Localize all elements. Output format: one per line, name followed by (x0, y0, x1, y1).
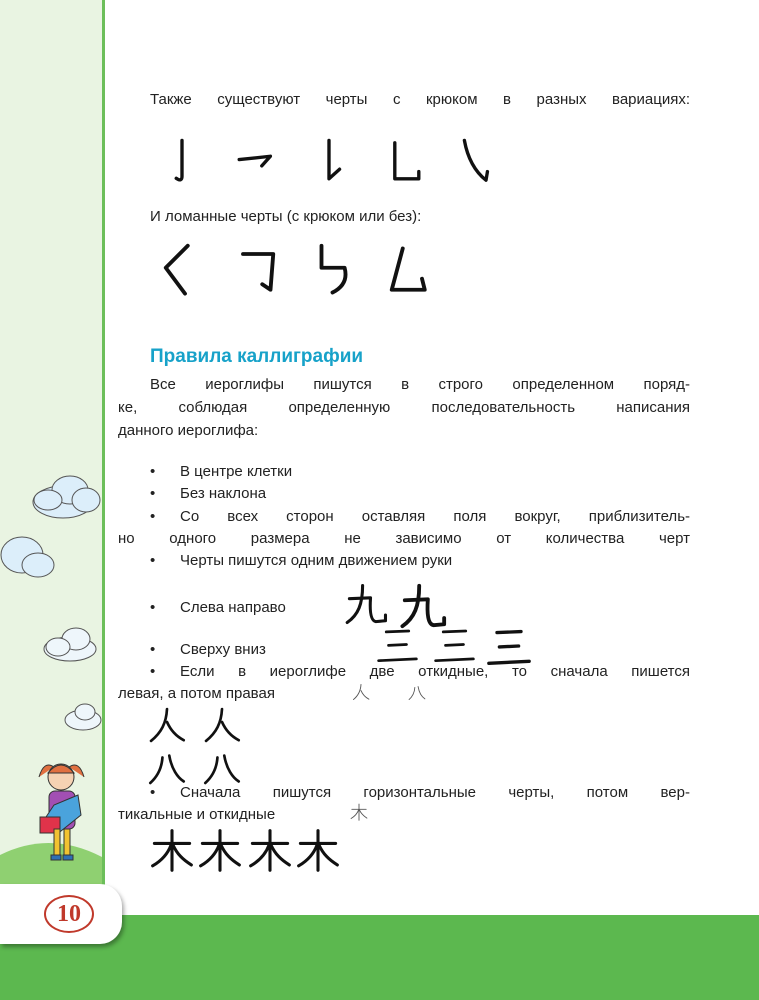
cloud-illustration (55, 700, 103, 735)
broken-stroke-glyph (305, 243, 360, 298)
char-mu-glyph (296, 828, 340, 872)
section-heading: Правила каллиграфии (150, 346, 364, 367)
bullet-item: • Без наклона (150, 485, 267, 502)
intro-broken-text: И ломанные черты (с крюком или без): (150, 208, 422, 225)
inline-char-mu (350, 803, 368, 821)
bullet-item-continued: тикальные и откидные (118, 806, 276, 823)
paragraph-line: данного иероглифа: (118, 422, 259, 439)
cloud-illustration (8, 470, 103, 525)
bullet-item: • Если в иероглифе две откидные, то сначала пишется (150, 663, 690, 680)
char-san-glyph (375, 622, 420, 667)
bullet-item: • Слева направо (150, 599, 286, 616)
bullet-item-continued: но одного размера не зависимо от количества черт (118, 530, 690, 547)
paragraph-line: ке, соблюдая определенную последовательность написания (118, 399, 690, 416)
hook-stroke-glyph (232, 138, 280, 186)
char-mu-glyph (248, 828, 292, 872)
char-mu-glyph (198, 828, 242, 872)
hook-stroke-glyph (378, 138, 426, 186)
bullet-item-continued: левая, а потом правая (118, 685, 275, 702)
bullet-item: • Сверху вниз (150, 641, 266, 658)
cloud-illustration (28, 625, 103, 665)
char-ba-glyph (148, 748, 186, 786)
intro-hooks-text: Также существуют черты с крюком в разных вариациях: (150, 91, 690, 108)
broken-stroke-glyph (152, 243, 207, 298)
girl-illustration (34, 755, 89, 865)
broken-stroke-glyph (378, 243, 433, 298)
inline-char-ba (408, 683, 426, 701)
char-san-glyph (432, 622, 477, 667)
bullet-item: • Черты пишутся одним движением руки (150, 552, 453, 569)
char-ren-glyph (148, 706, 186, 744)
hook-stroke-glyph (450, 138, 498, 186)
paragraph-line: Все иероглифы пишутся в строго определенном поряд- (150, 376, 690, 393)
char-mu-glyph (150, 828, 194, 872)
page-number: 10 (44, 895, 94, 933)
char-jiu-glyph (345, 582, 389, 626)
hook-stroke-glyph (305, 138, 353, 186)
char-ba-glyph (203, 748, 241, 786)
inline-char-ren (352, 683, 370, 701)
cloud-illustration (0, 530, 60, 585)
bullet-item: • В центре клетки (150, 463, 293, 480)
broken-stroke-glyph (232, 243, 287, 298)
char-ren-glyph (203, 706, 241, 744)
bullet-item: • Сначала пишутся горизонтальные черты, потом вер- (150, 784, 690, 801)
hook-stroke-glyph (158, 138, 206, 186)
char-san-glyph (485, 622, 533, 670)
bullet-item: • Со всех сторон оставляя поля вокруг, приблизитель- (150, 508, 690, 525)
